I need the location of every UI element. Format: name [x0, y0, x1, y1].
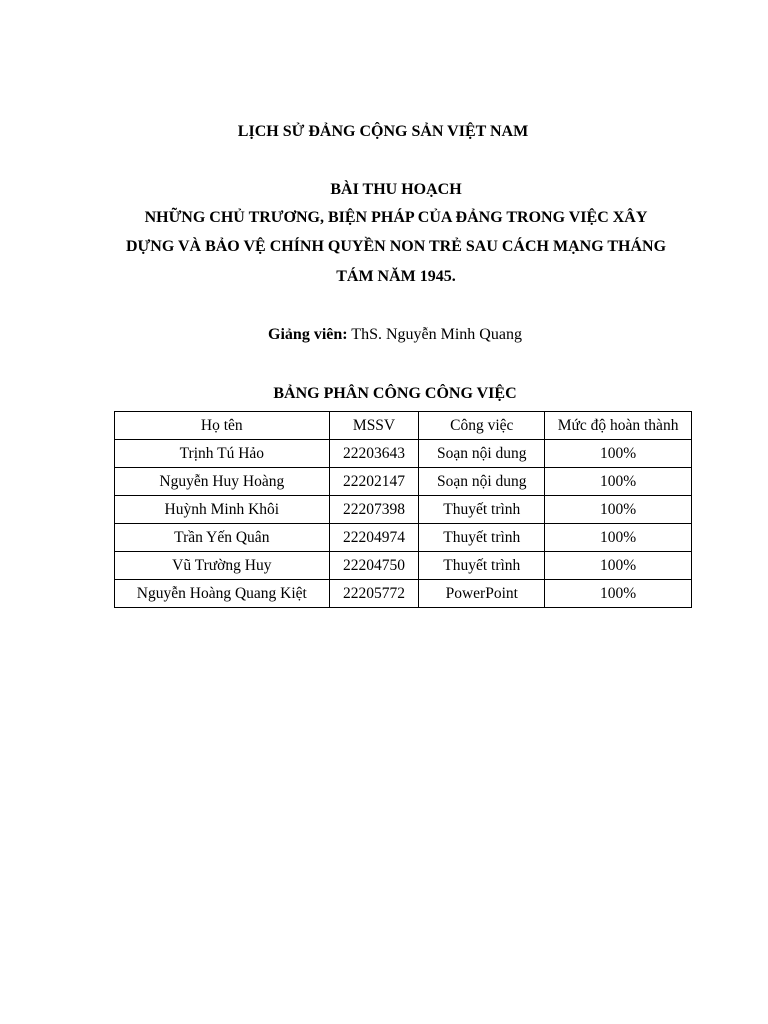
lecturer-name: ThS. Nguyễn Minh Quang [347, 326, 522, 343]
cell-task: Thuyết trình [419, 552, 545, 580]
header-completion: Mức độ hoàn thành [545, 412, 692, 440]
topic-line-3: TÁM NĂM 1945. [336, 268, 456, 285]
cell-name: Trịnh Tú Hảo [115, 440, 330, 468]
cell-task: Thuyết trình [419, 496, 545, 524]
cell-name: Nguyễn Huy Hoàng [115, 468, 330, 496]
cell-completion: 100% [545, 524, 692, 552]
table-row [115, 468, 692, 496]
cell-completion: 100% [545, 440, 692, 468]
table-header-row [115, 412, 692, 440]
cell-name: Huỳnh Minh Khôi [115, 496, 330, 524]
header-name: Họ tên [115, 412, 330, 440]
document-type: BÀI THU HOẠCH [330, 181, 462, 198]
table-row [115, 552, 692, 580]
cell-student-id: 22204750 [329, 552, 419, 580]
cell-task: Soạn nội dung [419, 468, 545, 496]
cell-task: PowerPoint [419, 580, 545, 608]
cell-name: Nguyễn Hoàng Quang Kiệt [115, 580, 330, 608]
header-task: Công việc [419, 412, 545, 440]
assignment-table [114, 411, 692, 608]
cell-student-id: 22203643 [329, 440, 419, 468]
cell-task: Thuyết trình [419, 524, 545, 552]
table-row [115, 580, 692, 608]
cell-completion: 100% [545, 468, 692, 496]
table-title: BẢNG PHÂN CÔNG CÔNG VIỆC [273, 385, 517, 402]
table-row [115, 496, 692, 524]
cell-name: Trần Yến Quân [115, 524, 330, 552]
topic-line-2: DỰNG VÀ BẢO VỆ CHÍNH QUYỀN NON TRẺ SAU CÁCH MẠNG THÁNG [125, 238, 667, 255]
cell-student-id: 22207398 [329, 496, 419, 524]
table-row [115, 524, 692, 552]
header-student-id: MSSV [329, 412, 419, 440]
cell-student-id: 22205772 [329, 580, 419, 608]
course-title: LỊCH SỬ ĐẢNG CỘNG SẢN VIỆT NAM [237, 123, 529, 140]
cell-task: Soạn nội dung [419, 440, 545, 468]
lecturer-line [0, 325, 768, 345]
cell-name: Vũ Trường Huy [115, 552, 330, 580]
cell-completion: 100% [545, 496, 692, 524]
cell-student-id: 22202147 [329, 468, 419, 496]
cell-completion: 100% [545, 580, 692, 608]
table-row [115, 440, 692, 468]
lecturer-label: Giảng viên: [268, 326, 348, 343]
topic-line-1: NHỮNG CHỦ TRƯƠNG, BIỆN PHÁP CỦA ĐẢNG TRONG VIỆC XÂY [144, 209, 648, 226]
cell-student-id: 22204974 [329, 524, 419, 552]
cell-completion: 100% [545, 552, 692, 580]
